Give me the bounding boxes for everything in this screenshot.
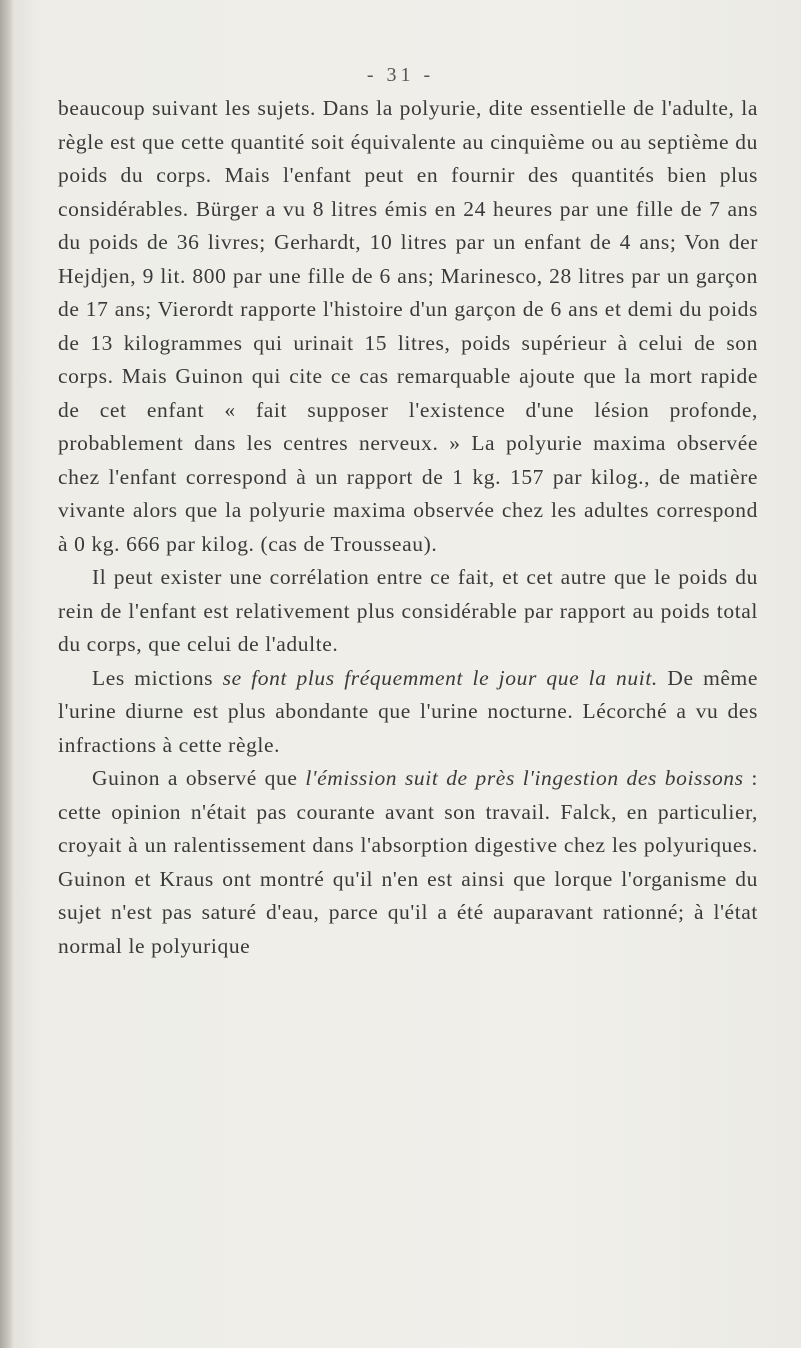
paragraph-text: : cette opinion n'était pas courante avant son travail. Falck, en particulier, croyait à un ralentissement dans l'absorption digestive chez les polyuriques. Guinon et Kraus ont montré qu'il n'en est ainsi que lorque l'organisme du sujet n'est pas saturé d'eau, parce qu'il a été auparavant rationné; à l'état normal le polyurique bbox=[58, 766, 758, 958]
italic-text: se font plus fréquemment le jour que la nuit. bbox=[222, 665, 658, 690]
paragraph-text: De même l'urine diurne est plus abondante que l'urine nocturne. Lécorché a vu des infractions à cette règle. bbox=[58, 665, 759, 757]
page-number: - 31 - bbox=[366, 64, 435, 86]
paragraph-text: beaucoup suivant les sujets. Dans la polyurie, dite essentielle de l'adulte, la règle est que cette quantité soit équivalente au cinquième ou au septième du poids du corps. Mais l'enfant peut en fournir des quantités bien plus considérables. Bürger a vu 8 litres émis en 24 heures par une fille de 7 ans du poids de 36 livres; Gerhardt, 10 litres par un enfant de 4 ans; Von der Hejdjen, 9 lit. 800 par une fille de 6 ans; Marinesco, 28 litres par un garçon de 17 ans; Vierordt rapporte l'histoire d'un garçon de 6 ans et demi du poids de 13 kilogrammes qui urinait 15 litres, poids supérieur à celui de son corps. Mais Guinon qui cite ce cas remarquable ajoute que la mort rapide de cet enfant « fait supposer l'existence d'une lésion profonde, probablement dans les centres nerveux. » La polyurie maxima observée chez l'enfant correspond à un rapport de 1 kg. 157 par kilog., de matière vivante alors que la polyurie maxima observée chez les adultes correspond à 0 kg. 666 par kilog. (cas de Trousseau). bbox=[58, 96, 758, 556]
paragraph-4 bbox=[58, 762, 758, 963]
page-binding-shadow bbox=[0, 0, 14, 1348]
body-text bbox=[58, 92, 758, 963]
paragraph-3 bbox=[58, 662, 758, 763]
paragraph-text: Il peut exister une corrélation entre ce fait, et cet autre que le poids du rein de l'enfant est relativement plus considérable par rapport au poids total du corps, que celui de l'adulte. bbox=[58, 565, 758, 656]
paragraph-1 bbox=[58, 92, 758, 561]
paragraph-text: Guinon a observé que bbox=[92, 766, 306, 790]
italic-text: l'émission suit de près l'ingestion des boissons bbox=[305, 766, 744, 790]
paragraph-text: Les mictions bbox=[92, 665, 223, 690]
paragraph-2 bbox=[58, 561, 758, 662]
